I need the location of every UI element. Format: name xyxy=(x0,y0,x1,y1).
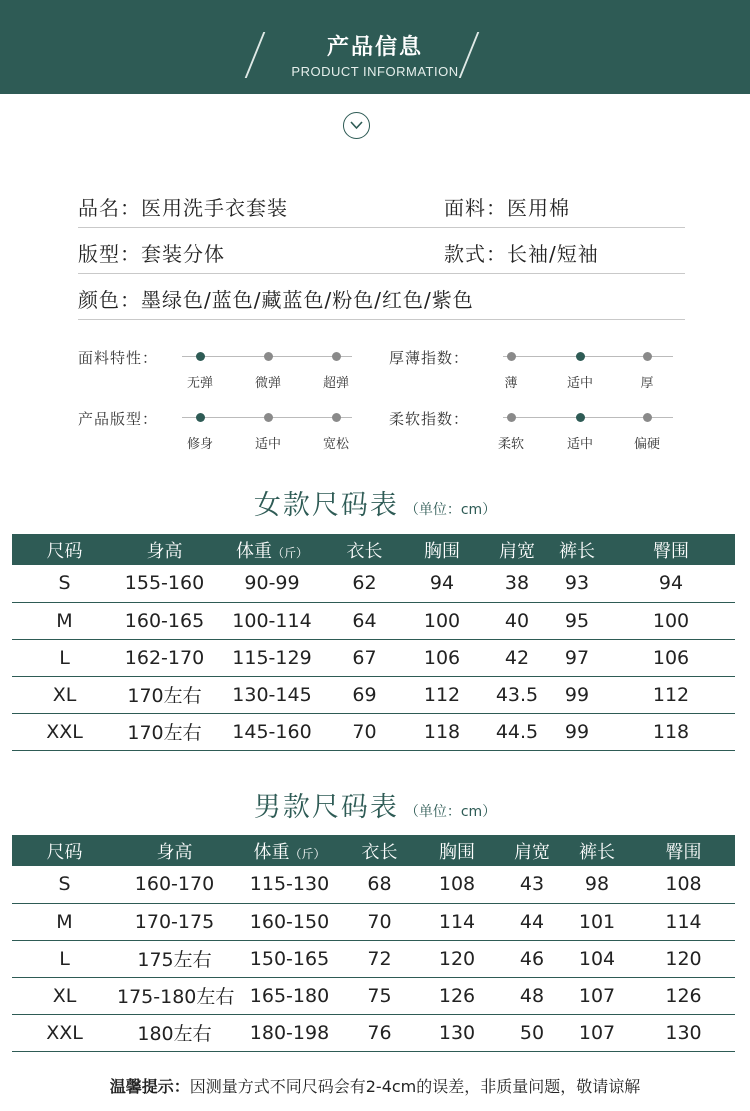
prop-label-elasticity: 面料特性： xyxy=(78,349,159,367)
tip-prefix: 温馨提示： xyxy=(109,1077,190,1096)
table-cell: 44 xyxy=(502,903,562,940)
table-cell: 75 xyxy=(347,977,412,1014)
table-cell: XXL xyxy=(12,1014,117,1051)
chevron-down-icon xyxy=(343,112,370,139)
table-row xyxy=(12,903,735,940)
scale-dot xyxy=(507,413,516,422)
info-row-2 xyxy=(78,228,685,274)
table-cell: 46 xyxy=(502,940,562,977)
women-title-text: 女款尺码表 xyxy=(253,490,399,521)
women-size-table xyxy=(12,534,735,751)
table-cell: 100-114 xyxy=(212,602,332,639)
tip-text: 因测量方式不同尺码会有2-4cm的误差，非质量问题，敬请谅解 xyxy=(189,1077,641,1096)
col-header-height: 身高 xyxy=(117,534,212,565)
table-cell: 160-150 xyxy=(232,903,347,940)
scale-dot xyxy=(332,413,341,422)
product-fabric: 面料：医用棉 xyxy=(444,196,570,220)
table-cell: 115-129 xyxy=(212,639,332,676)
table-cell: 112 xyxy=(397,676,487,713)
header-banner xyxy=(0,0,750,94)
col-header-height: 身高 xyxy=(117,835,232,866)
table-cell: 114 xyxy=(412,903,502,940)
scale-dot xyxy=(643,413,652,422)
prop-label-thickness: 厚薄指数： xyxy=(389,349,470,367)
scale-option: 适中 xyxy=(254,437,281,452)
table-cell: 165-180 xyxy=(232,977,347,1014)
table-cell: 64 xyxy=(332,602,397,639)
table-cell: 170左右 xyxy=(117,676,212,713)
table-cell: 130 xyxy=(412,1014,502,1051)
table-row xyxy=(12,602,735,639)
table-header-row xyxy=(12,534,735,565)
table-cell: 160-170 xyxy=(117,866,232,903)
col-header-size: 尺码 xyxy=(12,534,117,565)
product-sleeve: 款式：长袖/短袖 xyxy=(444,242,599,266)
table-cell: M xyxy=(12,903,117,940)
scale-softness xyxy=(497,409,673,452)
table-cell: 115-130 xyxy=(232,866,347,903)
table-cell: 50 xyxy=(502,1014,562,1051)
table-cell: 62 xyxy=(332,565,397,602)
men-title-text: 男款尺码表 xyxy=(253,792,399,823)
table-cell: 72 xyxy=(347,940,412,977)
table-cell: 180左右 xyxy=(117,1014,232,1051)
table-cell: 106 xyxy=(607,639,735,676)
table-cell: 38 xyxy=(487,565,547,602)
scale-option: 柔软 xyxy=(497,437,524,452)
women-unit-text: （单位：cm） xyxy=(404,502,497,518)
col-header-hip: 臀围 xyxy=(632,835,735,866)
scale-option: 无弹 xyxy=(186,376,213,391)
scale-fit xyxy=(182,409,352,452)
table-cell: 120 xyxy=(632,940,735,977)
table-cell: 126 xyxy=(632,977,735,1014)
table-cell: 108 xyxy=(632,866,735,903)
header-subtitle: PRODUCT INFORMATION xyxy=(291,64,459,79)
women-size-title xyxy=(0,483,750,522)
table-cell: 118 xyxy=(607,713,735,750)
table-cell: 126 xyxy=(412,977,502,1014)
table-row xyxy=(12,676,735,713)
table-cell: 94 xyxy=(607,565,735,602)
table-cell: 106 xyxy=(397,639,487,676)
product-style: 版型：套装分体 xyxy=(78,242,225,266)
table-cell: 99 xyxy=(547,713,607,750)
table-cell: 40 xyxy=(487,602,547,639)
table-cell: 43.5 xyxy=(487,676,547,713)
scale-dot xyxy=(196,352,205,361)
table-cell: S xyxy=(12,565,117,602)
table-cell: 170左右 xyxy=(117,713,212,750)
table-cell: 150-165 xyxy=(232,940,347,977)
table-cell: 101 xyxy=(562,903,632,940)
prop-label-fit: 产品版型： xyxy=(78,410,159,428)
scale-dot xyxy=(332,352,341,361)
table-cell: 107 xyxy=(562,977,632,1014)
scale-option: 修身 xyxy=(186,437,213,452)
table-row xyxy=(12,713,735,750)
table-cell: 175左右 xyxy=(117,940,232,977)
scale-dot xyxy=(196,413,205,422)
scale-dot xyxy=(264,352,273,361)
table-cell: 118 xyxy=(397,713,487,750)
info-row-1 xyxy=(78,182,685,228)
table-cell: 98 xyxy=(562,866,632,903)
table-cell: 94 xyxy=(397,565,487,602)
prop-label-softness: 柔软指数： xyxy=(389,410,470,428)
scale-option: 薄 xyxy=(504,376,518,391)
table-cell: M xyxy=(12,602,117,639)
table-cell: 180-198 xyxy=(232,1014,347,1051)
scale-option: 宽松 xyxy=(322,437,349,452)
scale-dot xyxy=(576,352,585,361)
col-header-chest: 胸围 xyxy=(397,534,487,565)
men-size-table xyxy=(12,835,735,1052)
table-cell: 160-165 xyxy=(117,602,212,639)
scale-thickness xyxy=(503,348,673,391)
table-cell: 120 xyxy=(412,940,502,977)
table-row xyxy=(12,639,735,676)
scale-option: 超弹 xyxy=(322,376,349,391)
table-cell: 69 xyxy=(332,676,397,713)
table-cell: 100 xyxy=(397,602,487,639)
table-cell: 95 xyxy=(547,602,607,639)
table-cell: 44.5 xyxy=(487,713,547,750)
table-cell: 100 xyxy=(607,602,735,639)
scale-dot xyxy=(576,413,585,422)
men-unit-text: （单位：cm） xyxy=(404,804,497,820)
table-cell: 99 xyxy=(547,676,607,713)
table-cell: 76 xyxy=(347,1014,412,1051)
table-cell: 175-180左右 xyxy=(117,977,232,1014)
table-cell: 112 xyxy=(607,676,735,713)
col-header-shoulder: 肩宽 xyxy=(487,534,547,565)
table-cell: 43 xyxy=(502,866,562,903)
table-cell: 114 xyxy=(632,903,735,940)
table-cell: 170-175 xyxy=(117,903,232,940)
product-colors: 颜色：墨绿色/蓝色/藏蓝色/粉色/红色/紫色 xyxy=(78,288,474,312)
info-row-3 xyxy=(78,274,685,320)
men-size-title xyxy=(0,785,750,824)
scale-option: 偏硬 xyxy=(633,437,660,452)
table-header-row xyxy=(12,835,735,866)
table-row xyxy=(12,565,735,602)
table-cell: 48 xyxy=(502,977,562,1014)
col-header-weight: 体重（斤） xyxy=(232,835,347,866)
table-cell: XL xyxy=(12,676,117,713)
table-cell: 42 xyxy=(487,639,547,676)
table-cell: 162-170 xyxy=(117,639,212,676)
table-row xyxy=(12,1014,735,1051)
table-cell: 90-99 xyxy=(212,565,332,602)
table-cell: 93 xyxy=(547,565,607,602)
col-header-pants: 裤长 xyxy=(547,534,607,565)
table-cell: XL xyxy=(12,977,117,1014)
table-cell: 108 xyxy=(412,866,502,903)
col-header-pants: 裤长 xyxy=(562,835,632,866)
table-cell: 130 xyxy=(632,1014,735,1051)
table-row xyxy=(12,940,735,977)
header-title: 产品信息 xyxy=(326,35,423,60)
scale-dot xyxy=(507,352,516,361)
col-header-length: 衣长 xyxy=(347,835,412,866)
table-cell: 70 xyxy=(332,713,397,750)
scale-option: 微弹 xyxy=(254,376,281,391)
col-header-shoulder: 肩宽 xyxy=(502,835,562,866)
col-header-hip: 臀围 xyxy=(607,534,735,565)
table-row xyxy=(12,977,735,1014)
table-cell: 68 xyxy=(347,866,412,903)
table-cell: 130-145 xyxy=(212,676,332,713)
col-header-weight: 体重（斤） xyxy=(212,534,332,565)
table-cell: 97 xyxy=(547,639,607,676)
col-header-size: 尺码 xyxy=(12,835,117,866)
table-cell: 70 xyxy=(347,903,412,940)
table-row xyxy=(12,866,735,903)
table-cell: 67 xyxy=(332,639,397,676)
tip-note xyxy=(0,1074,750,1097)
table-cell: L xyxy=(12,940,117,977)
table-cell: XXL xyxy=(12,713,117,750)
scale-dot xyxy=(643,352,652,361)
scale-option: 厚 xyxy=(640,376,654,391)
table-cell: 155-160 xyxy=(117,565,212,602)
col-header-chest: 胸围 xyxy=(412,835,502,866)
table-cell: 145-160 xyxy=(212,713,332,750)
table-cell: L xyxy=(12,639,117,676)
table-cell: S xyxy=(12,866,117,903)
table-cell: 104 xyxy=(562,940,632,977)
col-header-length: 衣长 xyxy=(332,534,397,565)
scale-dot xyxy=(264,413,273,422)
product-name: 品名：医用洗手衣套装 xyxy=(78,196,288,220)
scale-option: 适中 xyxy=(566,376,593,391)
scale-option: 适中 xyxy=(566,437,593,452)
scale-elasticity xyxy=(182,348,352,391)
table-cell: 107 xyxy=(562,1014,632,1051)
